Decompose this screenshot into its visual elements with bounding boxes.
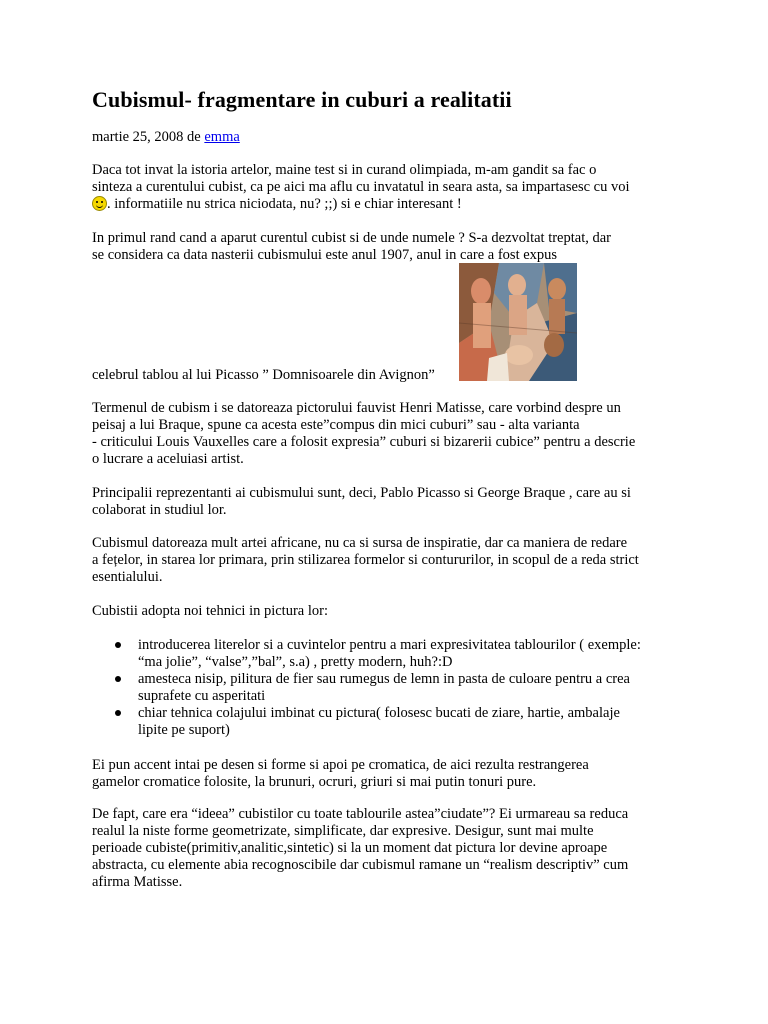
paragraph-line: o lucrare a aceluiasi artist.: [92, 451, 244, 467]
paragraph-techniques-intro: [92, 603, 682, 620]
list-item: introducerea literelor si a cuvintelor pentru a mari expresivitatea tablourilor ( exemple: “ma jolie”, “valse”,”bal”, s.a) , pretty modern, huh?:D: [92, 637, 682, 671]
paragraph-idea: [92, 806, 682, 891]
paragraph-line: sinteza a curentului cubist, ca pe aici ma aflu cu invatatul in seara asta, sa impartasesc cu voi: [92, 179, 630, 195]
paragraph-line: se considera ca data nasterii cubismului este anul 1907, anul in care a fost expus: [92, 247, 558, 263]
list-item: chiar tehnica colajului imbinat cu pictura( folosesc bucati de ziare, hartie, ambalaje lipite pe suport): [92, 705, 682, 739]
paragraph-line: Cubistii adopta noi tehnici in pictura lor:: [92, 603, 328, 619]
paragraph-line: celebrul tablou al lui Picasso ” Domnisoarele din Avignon”: [92, 367, 435, 383]
paragraph-line: esentialului.: [92, 569, 163, 585]
paragraph-line: . informatiile nu strica niciodata, nu? ;;) si e chiar interesant !: [92, 196, 682, 213]
paragraph-line: - criticului Louis Vauxelles care a folosit expresia” cuburi si bizarerii cubice” pentru a descrie: [92, 434, 636, 450]
paragraph-intro: [92, 162, 682, 213]
paragraph-line: afirma Matisse.: [92, 874, 183, 890]
paragraph-line: a fețelor, in starea lor primara, prin stilizarea formelor si contururilor, in scopul de a reda strict: [92, 552, 639, 568]
paragraph-line: colaborat in studiul lor.: [92, 502, 227, 518]
paragraph-painting-caption: [92, 367, 682, 384]
smiley-icon: [92, 196, 107, 211]
paragraph-line: perioade cubiste(primitiv,analitic,sintetic) si la un moment dat pictura lor devine aproape: [92, 840, 608, 856]
paragraph-term: [92, 400, 682, 468]
bullet-icon: [115, 676, 121, 682]
picasso-painting-image: [459, 263, 577, 381]
paragraph-line: Daca tot invat la istoria artelor, maine test si in curand olimpiada, m-am gandit sa fac o: [92, 162, 597, 178]
paragraph-line: De fapt, care era “ideea” cubistilor cu toate tablourile astea”ciudate”? Ei urmareau sa reduca: [92, 806, 629, 822]
bullet-icon: [115, 642, 121, 648]
paragraph-representatives: [92, 485, 682, 519]
post-date: martie 25, 2008 de: [92, 129, 201, 145]
paragraph-line: Cubismul datoreaza mult artei africane, nu ca si sursa de inspiratie, dar ca maniera de redare: [92, 535, 628, 551]
paragraph-line: Termenul de cubism i se datoreaza pictorului fauvist Henri Matisse, care vorbind despre un: [92, 400, 621, 416]
paragraph-line: realul la niste forme geometrizate, simplificate, dar expresive. Desigur, sunt mai multe: [92, 823, 594, 839]
paragraph-origins: [92, 230, 682, 264]
paragraph-chromatics: [92, 757, 682, 791]
techniques-list: [92, 637, 682, 739]
paragraph-line: gamelor cromatice folosite, la brunuri, ocruri, griuri si mai putin tonuri pure.: [92, 774, 537, 790]
list-item: amesteca nisip, pilitura de fier sau rumegus de lemn in pasta de culoare pentru a crea suprafete cu asperitati: [92, 671, 682, 705]
bullet-icon: [115, 710, 121, 716]
page-title: Cubismul- fragmentare in cuburi a realitatii: [92, 87, 512, 112]
paragraph-african-art: [92, 535, 682, 586]
paragraph-line: peisaj a lui Braque, spune ca acesta este”compus din mici cuburi” sau - alta varianta: [92, 417, 580, 433]
paragraph-line: abstracta, cu elemente abia recognoscibile dar cubismul ramane un “realism descriptiv” cum: [92, 857, 629, 873]
author-link[interactable]: emma: [204, 129, 240, 145]
post-meta: [92, 129, 240, 146]
paragraph-line: In primul rand cand a aparut curentul cubist si de unde numele ? S-a dezvoltat treptat, dar: [92, 230, 611, 246]
paragraph-line: Principalii reprezentanti ai cubismului sunt, deci, Pablo Picasso si George Braque , care au si: [92, 485, 631, 501]
paragraph-line: Ei pun accent intai pe desen si forme si apoi pe cromatica, de aici rezulta restrangerea: [92, 757, 589, 773]
